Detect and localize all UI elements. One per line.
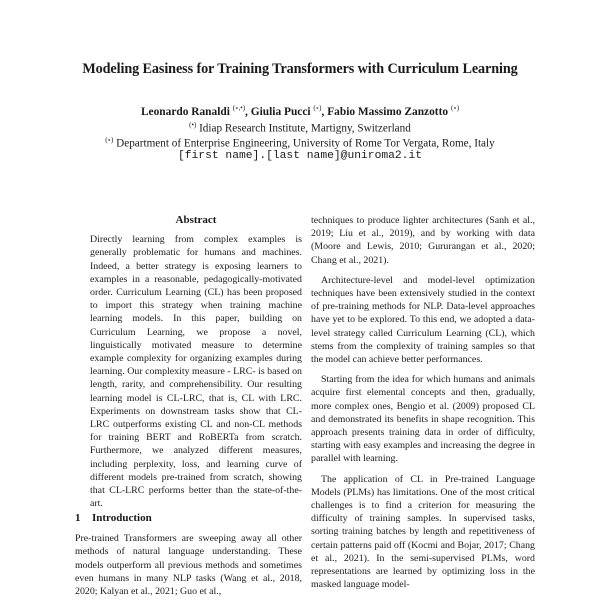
introduction-section <box>75 512 302 598</box>
paper-title: Modeling Easiness for Training Transformers with Curriculum Learning <box>82 61 518 77</box>
author-mark: (∘) <box>313 104 322 112</box>
right-column <box>311 214 535 598</box>
affiliation-mark: (∘) <box>105 136 114 144</box>
abstract-heading: Abstract <box>175 214 217 226</box>
introduction-heading <box>75 512 302 525</box>
introduction-text: Pre-trained Transformers are sweeping away all other methods of natural language understanding. These models outperform all previous methods and sometimes even humans in many NLP tasks (Wang et al., 2018, 2020; Kalyan et al., 2021; Guo et al., <box>75 533 302 598</box>
section-title: Introduction <box>92 512 152 524</box>
section-number: 1 <box>75 512 81 524</box>
author-list: Leonardo Ranaldi (∘,•), Giulia Pucci (∘), Fabio Massimo Zanzotto (∘) <box>140 104 460 118</box>
author-email: [first name].[last name]@uniroma2.it <box>177 150 423 162</box>
affiliation <box>0 121 600 135</box>
affiliation-text: Department of Enterprise Engineering, University of Rome Tor Vergata, Rome, Italy <box>116 137 495 150</box>
author-name: Leonardo Ranaldi <box>140 105 230 118</box>
abstract-text: Directly learning from complex examples is generally problematic for humans and machines. Indeed, a better strategy is exposing learners to examples in a reasonable, pedagogically-motivated order. Curriculum Learning (CL) has been proposed to import this strategy when training machine learning models. In this paper, building on Curriculum Learning, we propose a novel, linguistically motivated measure to determine example complexity for organizing examples during learning. Our complexity measure - LRC- is based on length, rarity, and comprehensibility. Our resulting learning model is CL-LRC, that is, CL with LRC. Experiments on downstream tasks show that CL-LRC outperforms existing CL and non-CL methods for training BERT and RoBERTa from scratch. Furthermore, we analyzed different measures, including perplexity, loss, and learning curve of different models pre-trained from scratch, showing that CL-LRC performs better than the state-of-the-art. <box>90 234 302 510</box>
author-mark: (∘,•) <box>232 104 246 112</box>
author-name: Giulia Pucci <box>250 105 311 118</box>
body-paragraph: Architecture-level and model-level optimization techniques have been extensively studied in the context of pre-training methods for NLP. Data-level approaches have yet to be explored. To this end, we adopted a data-level strategy called Curriculum Learning (CL), which stems from the complexity of training samples so that the model can achieve better performances. <box>311 274 535 366</box>
author-mark: (∘) <box>450 104 460 112</box>
body-paragraph: The application of CL in Pre-trained Language Models (PLMs) has limitations. One of the most critical challenges is to find a criterion for measuring the difficulty of training samples. In supervised tasks, sorting training batches by length and repetitiveness of certain patterns paid off (Kocmi and Bojar, 2017; Chang et al., 2021). In the semi-supervised PLMs, word representations are learned by optimizing loss in the masked language model- <box>311 473 535 591</box>
abstract-section <box>90 214 302 510</box>
affiliation-text: Idiap Research Institute, Martigny, Switzerland <box>199 122 411 135</box>
author-name: Fabio Massimo Zanzotto <box>327 105 449 118</box>
affiliation-mark: (•) <box>189 121 197 129</box>
body-paragraph: Starting from the idea for which humans and animals acquire first elemental concepts and then, gradually, more complex ones, Bengio et al. (2009) proposed CL and demonstrated its benefits in shape recognition. This approach presents training data in order of difficulty, starting with easy examples and increasing the degree in parallel with learning. <box>311 374 535 465</box>
affiliation <box>0 136 600 150</box>
body-paragraph: techniques to produce lighter architectures (Sanh et al., 2019; Liu et al., 2019), and by working with data (Moore and Lewis, 2010; Gururangan et al., 2020; Chang et al., 2021). <box>311 215 535 266</box>
